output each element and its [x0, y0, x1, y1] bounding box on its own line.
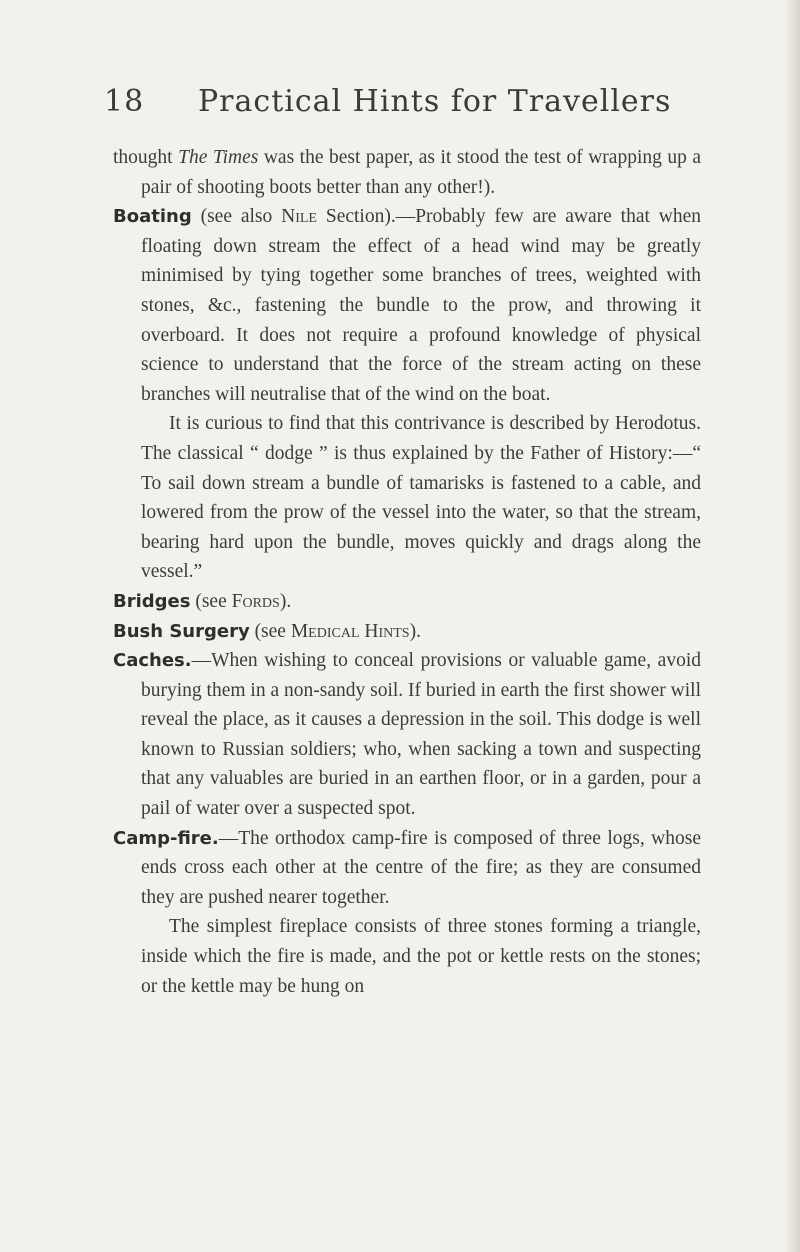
- page-header: [104, 84, 704, 128]
- entry-heading: Camp-fire.: [113, 827, 219, 849]
- body-text: [113, 143, 701, 1001]
- page-edge: [786, 0, 800, 1252]
- cross-reference: Fords: [231, 590, 280, 612]
- entry-caches: Caches.—When wishing to conceal provisions or valuable game, avoid burying them in a non-sandy soil. If buried in earth the first shower will reveal the place, as it causes a depression in the soil. This dodge is well known to Russian soldiers; who, when sacking a town and suspecting that any valuables are buried in an earthen floor, or in a garden, pour a pail of water over a suspected spot.: [113, 650, 701, 820]
- cross-reference: Medical Hints: [290, 620, 410, 642]
- page-number: 18: [104, 84, 145, 119]
- newspaper-title: The Times: [178, 147, 259, 168]
- paragraph-continuation: thought The Times was the best paper, as it stood the test of wrapping up a pair of shooting boots better than any other!).: [113, 147, 702, 198]
- entry-bridges: Bridges (see Fords).: [113, 590, 292, 612]
- running-head: Practical Hints for Travellers: [198, 84, 672, 119]
- entry-heading: Bush Surgery: [113, 620, 250, 642]
- cross-reference: Nile: [281, 206, 317, 228]
- entry-heading: Boating: [113, 206, 192, 228]
- entry-heading: Caches.: [113, 650, 192, 672]
- paragraph-herodotus: It is curious to find that this contrivance is described by Herodotus. The classical “ dodge ” is thus explained by the Father of History:—“ To sail down stream a bundle of tamarisks is fastened to a cable, and lowered from the prow of the vessel into the water, so that the stream, bearing hard upon the bundle, moves quickly and drags along the vessel.”: [141, 413, 701, 583]
- entry-bush-surgery: Bush Surgery (see Medical Hints).: [113, 620, 421, 642]
- entry-heading: Bridges: [113, 590, 191, 612]
- entry-camp-fire: Camp-fire.—The orthodox camp-fire is composed of three logs, whose ends cross each other at the centre of the fire; as they are consumed they are pushed nearer together.: [113, 827, 701, 908]
- paragraph-fireplace: The simplest fireplace consists of three stones forming a triangle, inside which the fire is made, and the pot or kettle rests on the stones; or the kettle may be hung on: [141, 916, 701, 997]
- entry-boating: Boating (see also Nile Section).—Probably few are aware that when floating down stream the effect of a head wind may be greatly minimised by tying together some branches of trees, weighted with stones, &c., fastening the bundle to the prow, and throwing it overboard. It does not require a profound knowledge of physical science to understand that the force of the stream acting on these branches will neutralise that of the wind on the boat.: [113, 206, 701, 405]
